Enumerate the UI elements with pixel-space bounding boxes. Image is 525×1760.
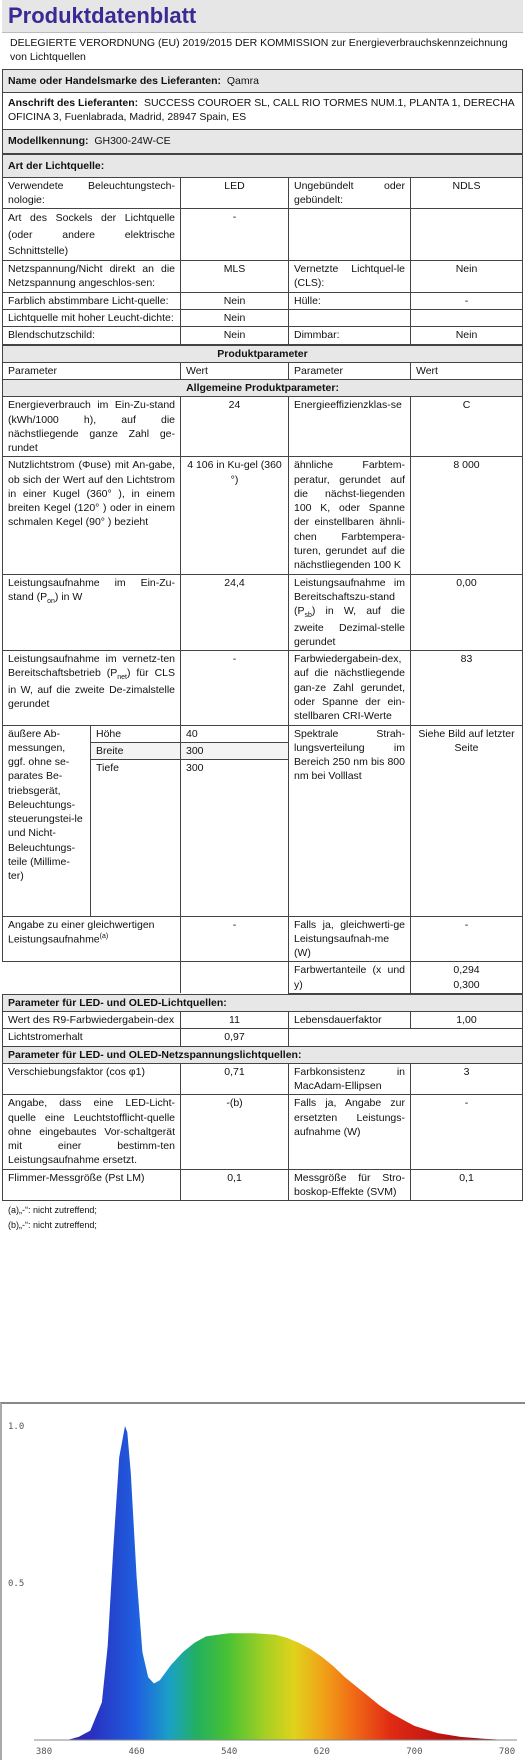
dim-width-value: 300 <box>180 742 289 760</box>
param-row-energy: Energieverbrauch im Ein-Zu-stand (kWh/1000 h), auf die nächstliegende ganze Zahl ge-rundet 24 Energieeffizienzklas-se C <box>3 397 523 457</box>
light-source-heading: Art der Lichtquelle: <box>3 154 523 177</box>
param-row-pon: Leistungsaufnahme im Ein-Zu-stand $(P_{on})$ in W 24,4 Leistungsaufnahme im Bereitschaftszu-stand $(P_{sb})$ in W, auf die zweite Dezimal-stelle gerundet 0,00 <box>3 574 523 651</box>
light-row-4: Lichtquelle mit hoher Leucht-dichte: Nein <box>3 309 523 326</box>
light-row-2: Netzspannung/Nicht direkt an die Netzspannung angeschlos-sen: MLS Vernetzte Lichtquel-le (CLS): Nein <box>3 261 523 293</box>
light-row-5: Blendschutzschild: Nein Dimmbar: Nein <box>3 327 523 344</box>
dim-height-label: Höhe <box>96 727 122 740</box>
footnotes <box>2 1201 523 1234</box>
x-tick-label: 540 <box>221 1747 238 1757</box>
supplier-table <box>2 69 523 154</box>
led-params-table <box>2 994 523 1201</box>
param-row-equivalent: Angabe zu einer gleichwertigen Leistungsaufnahme$^{(a)}$ - Falls ja, gleichwerti-ge Leistungsaufnah-me (W) - <box>3 916 523 962</box>
footnote-a: (a)„-“: nicht zutreffend; <box>8 1205 97 1216</box>
mains-params-heading: Parameter für LED- und OLED-Netzspannungslichtquellen: <box>3 1046 523 1063</box>
page-title: Produktdatenblatt <box>8 3 197 28</box>
light-row-3: Farblich abstimmbare Licht-quelle: Nein Hülle: - <box>3 292 523 309</box>
spectrum-area <box>44 1426 507 1740</box>
supplier-address-value: SUCCESS COUROER SL, CALL RIO TORMES NUM.1, PLANTA 1, DERECHA OFICINA 3, Fuenlabrada, Madrid, 28947 Spain, ES <box>8 96 515 124</box>
mains-row-2: Flimmer-Messgröße (Pst LM) 0,1 Messgröße für Stro-boskop-Effekte (SVM) 0,1 <box>3 1169 523 1201</box>
spectrum-marks <box>34 1426 517 1740</box>
general-params-section <box>3 380 523 397</box>
mains-row-1: Angabe, dass eine LED-Licht-quelle eine Leuchtstofflicht-quelle ohne eingebautes Vor-schaltgerät mit einer bestimm-ten Leistungsaufnahme ersetzt. -(b) Falls ja, Angabe zur ersetzten Leistungs-aufnahme (W) - <box>3 1095 523 1169</box>
light-source-section <box>3 154 523 177</box>
led-params-heading: Parameter für LED- und OLED-Lichtquellen: <box>3 994 523 1011</box>
model-value: GH300-24W-CE <box>94 135 171 148</box>
param-row-dimensions <box>3 725 523 916</box>
led-row-0: Wert des R9-Farbwiedergabein-dex 11 Lebensdauerfaktor 1,00 <box>3 1012 523 1029</box>
x-tick-label: 460 <box>128 1747 145 1757</box>
x-tick-label: 780 <box>498 1747 516 1757</box>
supplier-name-label: Name oder Handelsmarke des Lieferanten: <box>8 74 221 87</box>
y-tick-label: 1.0 <box>8 1422 25 1432</box>
title-bar <box>2 0 523 33</box>
light-row-0: Verwendete Beleuchtungstech-nologie: LED Ungebündelt oder gebündelt: NDLS <box>3 177 523 209</box>
model-row <box>3 130 523 153</box>
x-tick-label: 700 <box>406 1747 423 1757</box>
product-params-section <box>3 345 523 362</box>
led-params-section <box>3 994 523 1011</box>
supplier-address-row <box>3 92 523 130</box>
spectrum-chart <box>0 1402 525 1760</box>
dimensions-label: äußere Ab-messungen, ggf. ohne se-parates Be-triebsgerät, Beleuchtungs-steuerungstei-le und Nicht-Beleuchtungs-teile (Millime-ter) <box>3 726 91 916</box>
y-tick-label: 0.5 <box>8 1579 25 1589</box>
product-params-heading: Produktparameter <box>3 345 523 362</box>
mains-row-0: Verschiebungsfaktor (cos φ1) 0,71 Farbkonsistenz in MacAdam-Ellipsen 3 <box>3 1063 523 1095</box>
supplier-address-label: Anschrift des Lieferanten: <box>8 96 139 109</box>
param-row-pnet: Leistungsaufnahme im vernetz-ten Bereitschaftsbetrieb $(P_{net})$ für CLS in W, auf die zweite De-zimalstelle gerundet - Farbwiedergabein-dex, auf die nächstliegende gan-ze Zahl gerundet, oder Spanne der ein-stellbaren CRI-Werte 83 <box>3 651 523 725</box>
product-params-header-row: Parameter Wert Parameter Wert <box>3 362 523 379</box>
x-tick-label: 380 <box>35 1747 53 1757</box>
dim-depth-label: Tiefe <box>96 762 119 775</box>
general-params-heading: Allgemeine Produktparameter: <box>3 380 523 397</box>
x-tick-label: 620 <box>313 1747 330 1757</box>
mains-params-section <box>3 1046 523 1063</box>
model-label: Modellkennung: <box>8 135 89 148</box>
param-row-chromaticity: Farbwertanteile (x und y) 0,294 0,300 <box>3 962 523 994</box>
supplier-name-value: Qamra <box>226 74 259 87</box>
dim-depth-value: 300 <box>186 762 204 775</box>
param-row-luminous-flux: Nutzlichtstrom (Φuse) mit An-gabe, ob sich der Wert auf den Lichtstrom in einer Kugel (360° ), in einem breiten Kegel (120° ) oder in einem schmalen Kegel (90° ) bezieht 4 106 in Ku-gel (360 °) ähnliche Farbtem-peratur, gerundet auf die nächst-liegenden 100 K, oder Spanne der einstellbaren ähnli-chen Farbtempera-turen, gerundet auf die nächstliegenden 100 K 8 000 <box>3 457 523 574</box>
dim-width-label: Breite <box>90 742 181 760</box>
light-row-1: Art des Sockels der Lichtquelle (oder andere elektrische Schnittstelle) - <box>3 209 523 261</box>
product-params-table <box>2 345 523 994</box>
spectral-value: Siehe Bild auf letzter Seite <box>411 725 523 916</box>
led-row-1: Lichtstromerhalt 0,97 <box>3 1029 523 1046</box>
dim-height-value: 40 <box>186 727 198 740</box>
spectral-label: Spektrale Strah-lungsverteilung im Bereich 250 nm bis 800 nm bei Volllast <box>289 725 411 916</box>
light-source-table <box>2 154 523 345</box>
spectrum-svg <box>2 1404 525 1760</box>
supplier-name-row <box>3 69 523 92</box>
intro-text: DELEGIERTE VERORDNUNG (EU) 2019/2015 DER KOMMISSION zur Energieverbrauchskennzeichnung von Lichtquellen <box>10 37 508 64</box>
footnote-b: (b)„-“: nicht zutreffend; <box>8 1219 97 1230</box>
